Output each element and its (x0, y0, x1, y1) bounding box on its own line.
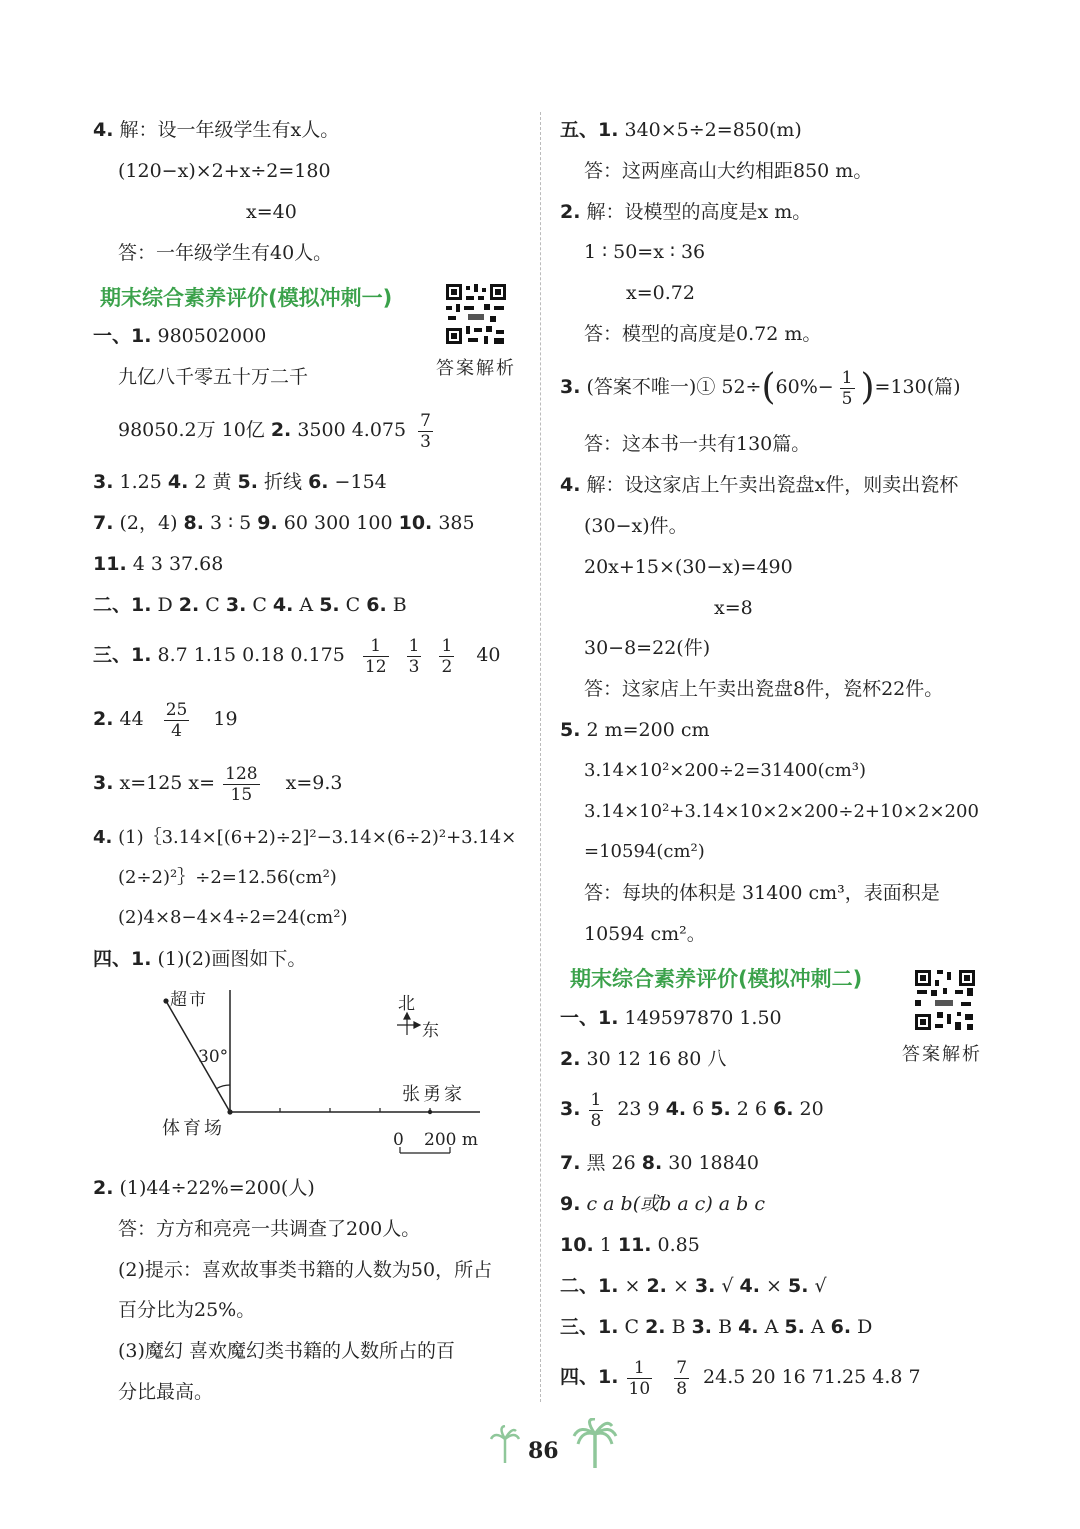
q-number: 2. (645, 1316, 666, 1338)
answer: c a b(或b a c) a b c (580, 1193, 765, 1215)
q-number: 9. (560, 1193, 581, 1215)
answer: =130(篇) (874, 376, 961, 398)
answer: 149597870 1.50 (618, 1007, 782, 1029)
q-number: 3. (93, 471, 114, 493)
answer: 40 (476, 644, 501, 666)
r-s5-q5-line5: 答：每块的体积是 31400 cm³，表面积是 (584, 882, 940, 904)
map-home-label: 张勇家 (402, 1084, 465, 1105)
q-number: 一、1. (560, 1007, 619, 1029)
q-number: 2. (93, 1177, 114, 1199)
s3-line1 (93, 630, 501, 680)
r-t3-line (560, 1315, 872, 1339)
answer: (2，4) (113, 512, 184, 534)
q-number: 四、1. (93, 948, 152, 970)
denominator: 12 (364, 656, 387, 677)
r-s5-q5-line2: 3.14×10²×200÷2=31400(cm³) (584, 760, 867, 781)
q-number: 5. (710, 1098, 731, 1120)
palm-tree-icon (572, 1418, 618, 1470)
answer: × (760, 1275, 788, 1297)
answer: (1)44÷22%=200(人) (113, 1177, 315, 1199)
answer: 98050.2万 10亿 (118, 419, 271, 441)
q-number: 6. (773, 1098, 794, 1120)
answer: x=9.3 (285, 772, 343, 794)
map-stadium-label: 体育场 (162, 1118, 225, 1139)
q-number: 3. (93, 772, 114, 794)
s4-q2-line2: 答：方方和亮亮一共调查了200人。 (118, 1218, 421, 1240)
r-t1-line3 (560, 1084, 824, 1134)
r-t4-line (560, 1352, 921, 1402)
s4-q2-line4: 百分比为25%。 (118, 1299, 256, 1321)
q-number: 7. (560, 1152, 581, 1174)
q-number: 三、1. (560, 1316, 619, 1338)
denominator: 10 (628, 1378, 651, 1399)
answer: x=125 x= (113, 772, 216, 794)
answer: B (712, 1316, 739, 1338)
answer: D (851, 1316, 873, 1338)
column-divider (540, 112, 541, 1402)
denominator: 2 (441, 656, 453, 677)
numerator: 7 (676, 1357, 688, 1378)
s3-line3 (93, 758, 342, 808)
answer: 980502000 (151, 325, 267, 347)
fraction (589, 1090, 604, 1131)
s4-q2-line5: (3)魔幻 喜欢魔幻类书籍的人数所占的百 (118, 1340, 455, 1362)
q-number: 4. (93, 827, 113, 848)
q-number: 4. (665, 1098, 687, 1120)
q-number: 四、1. (560, 1366, 619, 1388)
answer: 8.7 1.15 0.18 0.175 (151, 644, 345, 666)
fraction (627, 1358, 653, 1399)
answer: A (758, 1316, 785, 1338)
answer: 385 (432, 512, 475, 534)
r-t1-line5 (560, 1192, 765, 1216)
denominator: 8 (676, 1378, 688, 1399)
q-number: 五、1. (560, 119, 619, 141)
fraction (418, 411, 433, 452)
answer: 30 12 16 80 八 (580, 1048, 727, 1070)
denominator: 15 (230, 784, 253, 805)
r-t1-line2 (560, 1047, 726, 1071)
r-s5-q4-line6: 答：这家店上午卖出瓷盘8件，瓷杯22件。 (584, 678, 944, 700)
q4-line4: 答：一年级学生有40人。 (118, 242, 333, 264)
q-number: 6. (366, 594, 387, 616)
compass-icon (397, 1013, 420, 1035)
answer: −154 (328, 471, 387, 493)
q-number: 6. (830, 1316, 852, 1338)
numerator: 1 (408, 635, 420, 656)
r-s5-q5-line3: 3.14×10²+3.14×10×2×200÷2+10×2×200 (584, 801, 979, 822)
q-number: 5. (237, 471, 258, 493)
answer: 解：设模型的高度是x m。 (580, 201, 812, 223)
fraction (164, 700, 190, 741)
r-t1-line6 (560, 1233, 700, 1257)
r-s5-q3-line1 (560, 360, 961, 414)
s3-line4 (93, 826, 516, 850)
q-number: 11. (617, 1234, 652, 1256)
s3-line5: (2÷2)²｝÷2=12.56(cm²) (118, 867, 337, 888)
answer: (1)｛3.14×[(6+2)÷2]²−3.14×(6÷2)²+3.14× (112, 827, 517, 848)
q-number: 2. (646, 1275, 667, 1297)
qr-label: 答案解析 (436, 358, 516, 379)
palm-tree-icon (490, 1425, 520, 1465)
q-number: 3. (560, 376, 581, 398)
numerator: 1 (441, 635, 453, 656)
qr-code-icon[interactable] (913, 968, 977, 1032)
numerator: 7 (420, 410, 431, 431)
page-number: 86 (528, 1438, 559, 1464)
r-s5-q2-line4: 答：模型的高度是0.72 m。 (584, 323, 822, 345)
denominator: 8 (590, 1110, 602, 1131)
q-number: 二、1. (93, 594, 152, 616)
q-number: 3. (694, 1275, 716, 1297)
map-market-label: 超市 (170, 990, 208, 1010)
r-s5-q5-line4: =10594(cm²) (584, 841, 705, 862)
answer: 2 m=200 cm (580, 719, 710, 741)
s1-line1 (93, 324, 266, 348)
s3-line2 (93, 694, 238, 744)
r-s5-line1 (560, 118, 802, 142)
map-scale-zero: 0 (393, 1130, 404, 1150)
right-paren: ) (860, 367, 875, 408)
r-t1-line1 (560, 1006, 782, 1030)
q-number: 10. (560, 1234, 594, 1256)
q-number: 5. (319, 594, 340, 616)
denominator: 4 (171, 720, 182, 741)
fraction (840, 368, 855, 409)
q-number: 6. (308, 471, 329, 493)
r-s5-q2-line1 (560, 200, 811, 224)
answer: (答案不唯一)① 52÷ (580, 376, 762, 398)
answer: 1.25 (113, 471, 168, 493)
answer: 44 (113, 708, 144, 730)
r-s5-q5-line1 (560, 718, 710, 742)
stadium-point (227, 1109, 232, 1114)
answer: 0.85 (651, 1234, 700, 1256)
qr-code-icon[interactable] (444, 282, 508, 346)
q-number: 2. (560, 201, 581, 223)
numerator: 25 (165, 699, 188, 720)
answer: 黑 26 (580, 1152, 642, 1174)
q-number: 4. (738, 1316, 759, 1338)
answer: 24.5 20 16 71.25 4.8 7 (703, 1366, 921, 1388)
q-number: 9. (257, 512, 278, 534)
r-s5-q5-line6: 10594 cm²。 (584, 923, 706, 945)
q-number: 8. (641, 1152, 663, 1174)
map-east-label: 东 (422, 1021, 439, 1041)
q-number: 8. (183, 512, 204, 534)
map-angle-label: 30° (198, 1047, 229, 1067)
section-heading-1: 期末综合素养评价(模拟冲刺一) (100, 286, 393, 310)
s1-line4 (93, 470, 387, 494)
denominator: 3 (420, 431, 431, 452)
answer: C (339, 594, 367, 616)
q-number: 3. (691, 1316, 713, 1338)
map-scale-label: 200 m (424, 1130, 478, 1150)
numerator: 1 (627, 1358, 653, 1379)
s2-line (93, 593, 407, 617)
s4-q2-line1 (93, 1176, 315, 1200)
q-number: 5. (560, 719, 581, 741)
q-number: 7. (93, 512, 114, 534)
q-number: 4. (739, 1275, 760, 1297)
fraction (223, 764, 259, 805)
q-number: 二、1. (560, 1275, 619, 1297)
r-s5-q4-line5: 30−8=22(件) (584, 637, 711, 659)
numerator: 1 (841, 367, 853, 388)
s4-line1 (93, 947, 306, 971)
q-number: 2. (178, 594, 200, 616)
answer: B (665, 1316, 692, 1338)
q-number: 2. (270, 419, 292, 441)
answer: 折线 (257, 471, 309, 493)
answer: 3500 4.075 (291, 419, 407, 441)
q-number: 4. (560, 474, 581, 496)
answer: 23 9 (617, 1098, 666, 1120)
q-number: 5. (788, 1275, 809, 1297)
answer: √ (808, 1275, 827, 1297)
s1-line2: 九亿八千零五十万二千 (118, 366, 309, 388)
answer: √ (715, 1275, 740, 1297)
answer: 4 3 37.68 (126, 553, 224, 575)
q-number: 4. (167, 471, 189, 493)
answer: A (293, 594, 320, 616)
r-s5-q2-line2: 1 ∶ 50=x ∶ 36 (584, 241, 706, 263)
s1-line5 (93, 511, 475, 535)
home-point (428, 1110, 432, 1114)
answer: 2 黄 (188, 471, 238, 493)
r-s5-q3-line2: 答：这本书一共有130篇。 (584, 433, 811, 455)
r-s5-q4-line3: 20x+15×(30−x)=490 (584, 556, 793, 578)
q-number: 2. (93, 708, 114, 730)
answer: 3 ∶ 5 (204, 512, 258, 534)
denominator: 3 (408, 656, 420, 677)
q-number: 2. (560, 1048, 581, 1070)
numerator: 1 (363, 636, 389, 657)
denominator: 5 (841, 388, 853, 409)
answer: 30 18840 (662, 1152, 759, 1174)
market-point (163, 998, 168, 1003)
numerator: 1 (590, 1089, 602, 1110)
answer: × (666, 1275, 695, 1297)
q-number: 一、1. (93, 325, 152, 347)
q4-line1 (93, 118, 339, 142)
r-s5-q4-line1 (560, 473, 958, 497)
q-number: 5. (784, 1316, 805, 1338)
numerator: 128 (225, 763, 258, 784)
section-heading-2: 期末综合素养评价(模拟冲刺二) (570, 967, 863, 991)
q-number: 3. (560, 1098, 581, 1120)
answer: 19 (213, 708, 238, 730)
r-t2-line (560, 1274, 827, 1298)
answer: 2 6 (730, 1098, 774, 1120)
q-number: 10. (398, 512, 433, 534)
answer: D (151, 594, 179, 616)
r-s5-q4-line2: (30−x)件。 (584, 515, 688, 537)
fraction (407, 636, 422, 677)
s4-q2-line3: (2)提示：喜欢故事类书籍的人数为50，所占 (118, 1259, 493, 1281)
q4-line2: (120−x)×2+x÷2=180 (118, 160, 331, 182)
map-north-label: 北 (398, 994, 415, 1014)
q4-line3: x=40 (246, 201, 297, 223)
q-number: 三、1. (93, 644, 152, 666)
answer: 60 300 100 (277, 512, 399, 534)
answer: A (804, 1316, 831, 1338)
answer: 6 (686, 1098, 711, 1120)
s1-line6 (93, 552, 223, 576)
answer: 340×5÷2=850(m) (618, 119, 802, 141)
answer: B (386, 594, 407, 616)
s1-line3 (118, 405, 439, 455)
angle-arc (217, 1085, 231, 1089)
fraction (363, 636, 389, 677)
answer: 20 (793, 1098, 824, 1120)
r-s5-q4-line4: x=8 (714, 597, 753, 619)
answer: 解：设这家店上午卖出瓷盘x件，则卖出瓷杯 (580, 474, 959, 496)
r-s5-line2: 答：这两座高山大约相距850 m。 (584, 160, 873, 182)
q-number: 4. (93, 119, 114, 141)
r-t1-line4 (560, 1151, 759, 1175)
q-number: 11. (93, 553, 127, 575)
s4-q2-line6: 分比最高。 (118, 1381, 214, 1403)
r-s5-q2-line3: x=0.72 (626, 282, 695, 304)
answer: C (246, 594, 273, 616)
answer: C (199, 594, 226, 616)
answer: (1)(2)画图如下。 (151, 948, 307, 970)
answer: 1 (593, 1234, 618, 1256)
answer: C (618, 1316, 646, 1338)
left-paren: ( (761, 367, 776, 408)
q-text: 解：设一年级学生有x人。 (113, 119, 340, 141)
fraction (439, 636, 454, 677)
q-number: 4. (272, 594, 294, 616)
q-number: 3. (225, 594, 247, 616)
qr-label: 答案解析 (902, 1044, 982, 1065)
answer: 60%− (775, 376, 834, 398)
fraction (674, 1358, 689, 1399)
s3-line6: (2)4×8−4×4÷2=24(cm²) (118, 907, 348, 928)
answer: × (618, 1275, 647, 1297)
